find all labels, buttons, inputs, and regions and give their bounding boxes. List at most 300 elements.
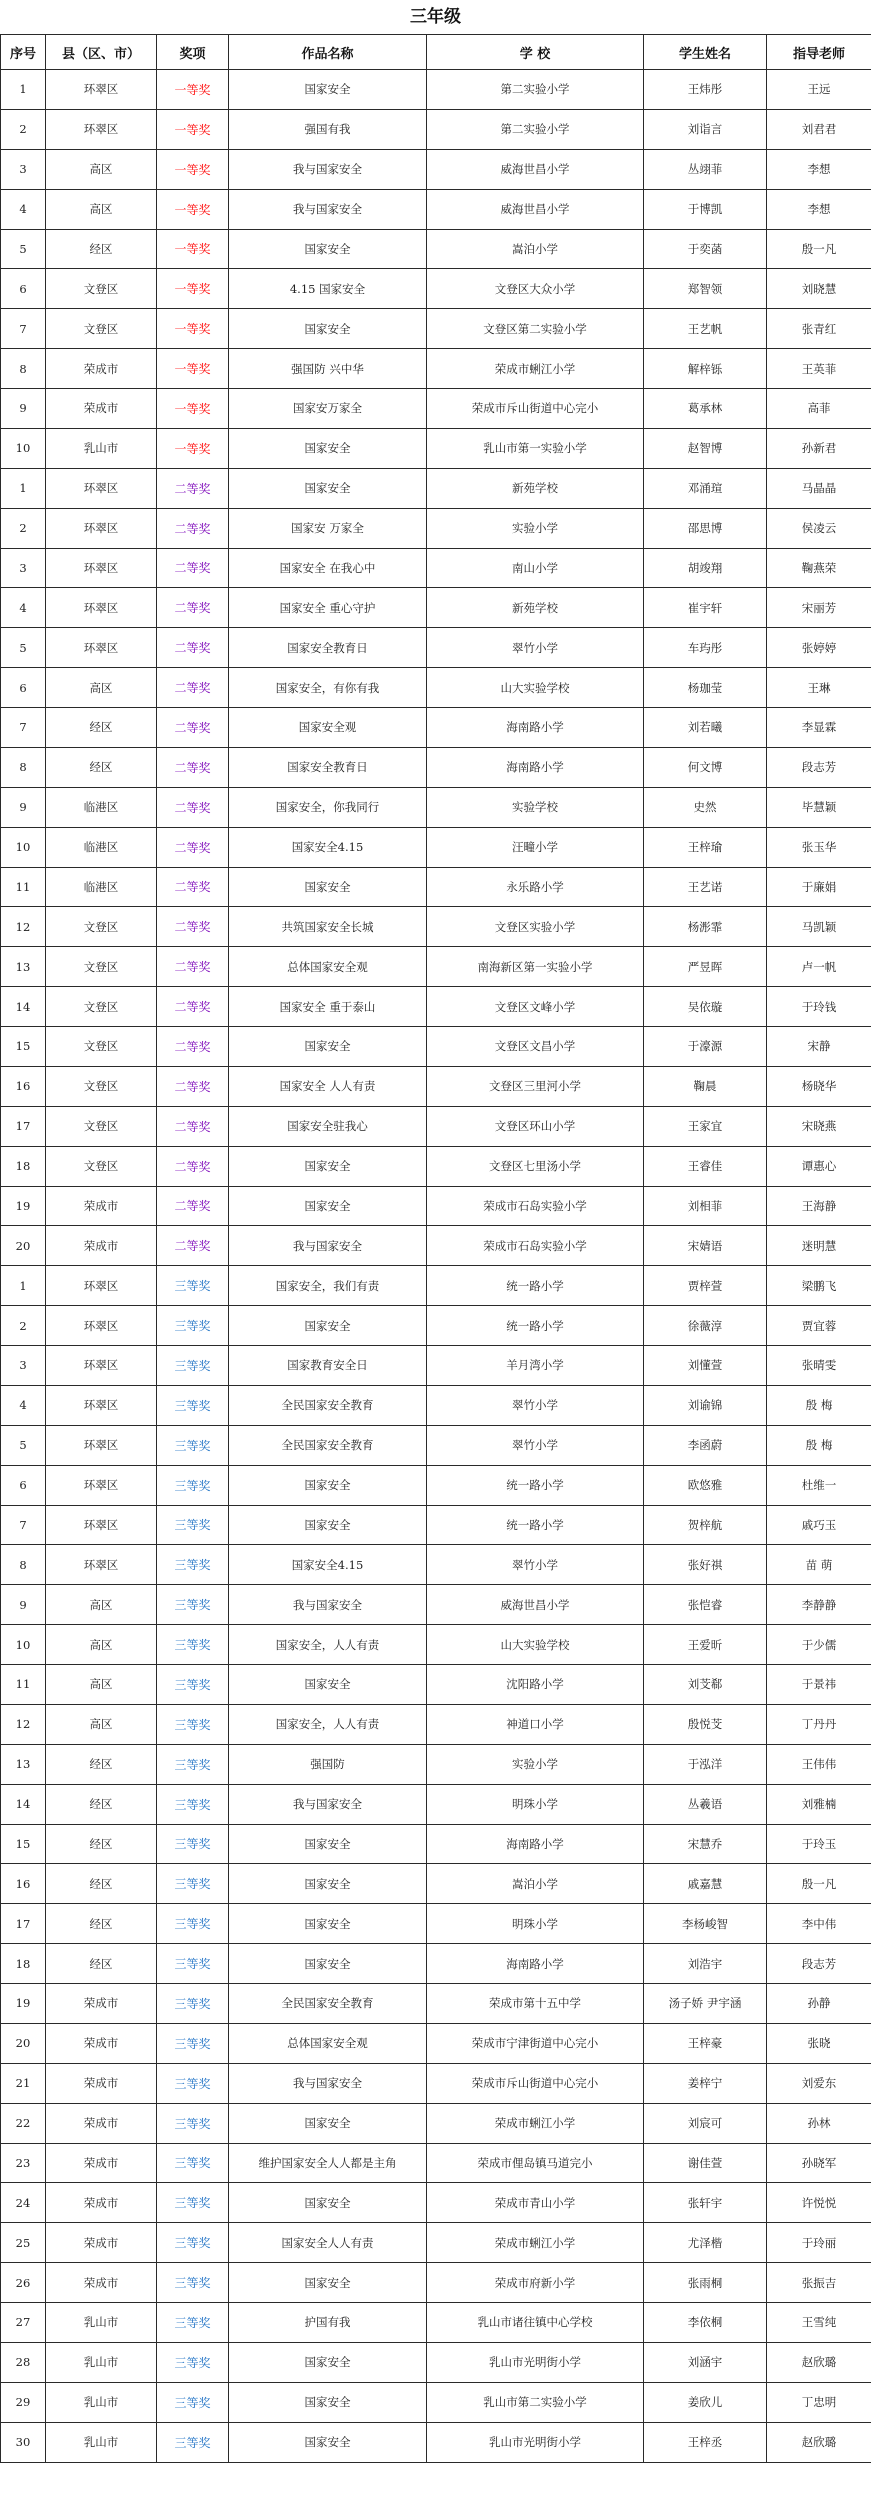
work-title: 国家安全	[229, 2103, 427, 2143]
work-title: 全民国家安全教育	[229, 1385, 427, 1425]
school: 荣成市第十五中学	[427, 1984, 644, 2024]
row-index: 3	[1, 149, 46, 189]
student-name: 王爱昕	[644, 1625, 767, 1665]
student-name: 王艺帆	[644, 309, 767, 349]
row-index: 17	[1, 1904, 46, 1944]
table-row	[1, 907, 871, 947]
work-title: 国家安全 重心守护	[229, 588, 427, 628]
row-index: 19	[1, 1984, 46, 2024]
work-title: 国家安全	[229, 1505, 427, 1545]
district: 荣成市	[46, 389, 157, 429]
student-name: 张恺睿	[644, 1585, 767, 1625]
header-index: 序号	[1, 35, 46, 70]
district: 环翠区	[46, 1545, 157, 1585]
award: 一等奖	[157, 269, 229, 309]
student-name: 谢佳萱	[644, 2143, 767, 2183]
school: 翠竹小学	[427, 1545, 644, 1585]
school: 明珠小学	[427, 1784, 644, 1824]
row-index: 8	[1, 747, 46, 787]
district: 环翠区	[46, 1306, 157, 1346]
district: 荣成市	[46, 2183, 157, 2223]
district: 乳山市	[46, 2303, 157, 2343]
table-row	[1, 1465, 871, 1505]
school: 统一路小学	[427, 1505, 644, 1545]
student-name: 邓涌瑄	[644, 468, 767, 508]
award: 三等奖	[157, 2223, 229, 2263]
table-row	[1, 109, 871, 149]
teacher-name: 于玲钱	[767, 987, 871, 1027]
teacher-name: 张青红	[767, 309, 871, 349]
teacher-name: 王雪纯	[767, 2303, 871, 2343]
district: 经区	[46, 708, 157, 748]
award: 二等奖	[157, 588, 229, 628]
school: 翠竹小学	[427, 628, 644, 668]
district: 荣成市	[46, 2223, 157, 2263]
district: 高区	[46, 1585, 157, 1625]
school: 荣成市宁津街道中心完小	[427, 2023, 644, 2063]
table-row	[1, 1864, 871, 1904]
teacher-name: 刘雅楠	[767, 1784, 871, 1824]
school: 乳山市诸往镇中心学校	[427, 2303, 644, 2343]
work-title: 共筑国家安全长城	[229, 907, 427, 947]
teacher-name: 刘爱东	[767, 2063, 871, 2103]
student-name: 刘浩宇	[644, 1944, 767, 1984]
school: 文登区文昌小学	[427, 1027, 644, 1067]
district: 乳山市	[46, 2382, 157, 2422]
school: 荣成市俚岛镇马道完小	[427, 2143, 644, 2183]
row-index: 2	[1, 109, 46, 149]
district: 环翠区	[46, 1385, 157, 1425]
teacher-name: 殷一凡	[767, 1864, 871, 1904]
row-index: 5	[1, 229, 46, 269]
district: 文登区	[46, 1106, 157, 1146]
student-name: 刘谕锦	[644, 1385, 767, 1425]
work-title: 国家安全	[229, 1186, 427, 1226]
row-index: 15	[1, 1824, 46, 1864]
table-row	[1, 2422, 871, 2462]
teacher-name: 梁鹏飞	[767, 1266, 871, 1306]
table-row	[1, 987, 871, 1027]
work-title: 国家安全	[229, 1944, 427, 1984]
student-name: 张雨桐	[644, 2263, 767, 2303]
teacher-name: 宋静	[767, 1027, 871, 1067]
row-index: 10	[1, 1625, 46, 1665]
work-title: 我与国家安全	[229, 2063, 427, 2103]
school: 海南路小学	[427, 747, 644, 787]
district: 高区	[46, 189, 157, 229]
teacher-name: 于玲玉	[767, 1824, 871, 1864]
row-index: 18	[1, 1944, 46, 1984]
district: 临港区	[46, 867, 157, 907]
work-title: 国家安全	[229, 468, 427, 508]
work-title: 国家安全 重于泰山	[229, 987, 427, 1027]
student-name: 徐薇淳	[644, 1306, 767, 1346]
student-name: 邵思博	[644, 508, 767, 548]
teacher-name: 高菲	[767, 389, 871, 429]
award: 二等奖	[157, 628, 229, 668]
row-index: 5	[1, 1425, 46, 1465]
table-row	[1, 2303, 871, 2343]
student-name: 王梓瑜	[644, 827, 767, 867]
row-index: 15	[1, 1027, 46, 1067]
row-index: 10	[1, 428, 46, 468]
teacher-name: 张晴雯	[767, 1346, 871, 1386]
work-title: 全民国家安全教育	[229, 1425, 427, 1465]
award: 二等奖	[157, 747, 229, 787]
row-index: 1	[1, 468, 46, 508]
award: 三等奖	[157, 1346, 229, 1386]
student-name: 戚嘉慧	[644, 1864, 767, 1904]
row-index: 1	[1, 70, 46, 110]
work-title: 国家安全	[229, 1904, 427, 1944]
student-name: 车玙彤	[644, 628, 767, 668]
student-name: 胡竣翔	[644, 548, 767, 588]
award: 三等奖	[157, 1864, 229, 1904]
district: 荣成市	[46, 349, 157, 389]
student-name: 丛翊菲	[644, 149, 767, 189]
award-table	[0, 34, 871, 2463]
student-name: 于泓洋	[644, 1744, 767, 1784]
school: 文登区七里汤小学	[427, 1146, 644, 1186]
school: 山大实验学校	[427, 1625, 644, 1665]
student-name: 汤子娇 尹宇涵	[644, 1984, 767, 2024]
award: 二等奖	[157, 548, 229, 588]
teacher-name: 杜维一	[767, 1465, 871, 1505]
student-name: 赵智博	[644, 428, 767, 468]
sheet-title: 三年级	[410, 7, 461, 27]
table-row	[1, 2183, 871, 2223]
table-row	[1, 2342, 871, 2382]
district: 高区	[46, 149, 157, 189]
district: 文登区	[46, 987, 157, 1027]
student-name: 葛承林	[644, 389, 767, 429]
teacher-name: 段志芳	[767, 747, 871, 787]
student-name: 张轩宇	[644, 2183, 767, 2223]
teacher-name: 李显霖	[767, 708, 871, 748]
work-title: 强国防	[229, 1744, 427, 1784]
award: 三等奖	[157, 1665, 229, 1705]
district: 文登区	[46, 1146, 157, 1186]
award: 三等奖	[157, 1585, 229, 1625]
district: 环翠区	[46, 1346, 157, 1386]
district: 环翠区	[46, 468, 157, 508]
award: 二等奖	[157, 1106, 229, 1146]
table-row	[1, 548, 871, 588]
table-row	[1, 1146, 871, 1186]
row-index: 10	[1, 827, 46, 867]
table-row	[1, 1306, 871, 1346]
table-row	[1, 1346, 871, 1386]
row-index: 4	[1, 1385, 46, 1425]
award: 三等奖	[157, 1784, 229, 1824]
teacher-name: 于景祎	[767, 1665, 871, 1705]
row-index: 1	[1, 1266, 46, 1306]
school: 第二实验小学	[427, 70, 644, 110]
award: 三等奖	[157, 2342, 229, 2382]
school: 文登区实验小学	[427, 907, 644, 947]
district: 高区	[46, 1625, 157, 1665]
student-name: 刘涵宇	[644, 2342, 767, 2382]
school: 荣成市斥山街道中心完小	[427, 389, 644, 429]
school: 荣成市蜊江小学	[427, 2103, 644, 2143]
work-title: 我与国家安全	[229, 1585, 427, 1625]
award: 三等奖	[157, 1425, 229, 1465]
row-index: 18	[1, 1146, 46, 1186]
district: 荣成市	[46, 2023, 157, 2063]
work-title: 国家安全教育日	[229, 628, 427, 668]
award: 三等奖	[157, 1944, 229, 1984]
work-title: 国家安全 在我心中	[229, 548, 427, 588]
award: 三等奖	[157, 1744, 229, 1784]
student-name: 崔宇轩	[644, 588, 767, 628]
row-index: 4	[1, 588, 46, 628]
header-district: 县（区、市）	[46, 35, 157, 70]
table-row	[1, 1425, 871, 1465]
work-title: 我与国家安全	[229, 189, 427, 229]
teacher-name: 李静静	[767, 1585, 871, 1625]
teacher-name: 张婷婷	[767, 628, 871, 668]
teacher-name: 孙晓军	[767, 2143, 871, 2183]
teacher-name: 侯凌云	[767, 508, 871, 548]
school: 荣成市蜊江小学	[427, 2223, 644, 2263]
teacher-name: 许悦悦	[767, 2183, 871, 2223]
table-row	[1, 149, 871, 189]
teacher-name: 刘晓慧	[767, 269, 871, 309]
district: 文登区	[46, 1066, 157, 1106]
teacher-name: 戚巧玉	[767, 1505, 871, 1545]
table-row	[1, 2063, 871, 2103]
teacher-name: 于少儒	[767, 1625, 871, 1665]
work-title: 国家安全	[229, 1306, 427, 1346]
district: 荣成市	[46, 1226, 157, 1266]
student-name: 刘若曦	[644, 708, 767, 748]
district: 经区	[46, 1784, 157, 1824]
student-name: 王梓豪	[644, 2023, 767, 2063]
work-title: 国家安全，人人有责	[229, 1704, 427, 1744]
work-title: 国家安全	[229, 70, 427, 110]
teacher-name: 段志芳	[767, 1944, 871, 1984]
district: 经区	[46, 1824, 157, 1864]
student-name: 丛羲语	[644, 1784, 767, 1824]
row-index: 12	[1, 907, 46, 947]
work-title: 维护国家安全人人都是主角	[229, 2143, 427, 2183]
row-index: 24	[1, 2183, 46, 2223]
work-title: 国家安全	[229, 2422, 427, 2462]
award: 一等奖	[157, 189, 229, 229]
student-name: 刘诣言	[644, 109, 767, 149]
school: 第二实验小学	[427, 109, 644, 149]
award: 三等奖	[157, 1984, 229, 2024]
award: 三等奖	[157, 1465, 229, 1505]
student-name: 王炜彤	[644, 70, 767, 110]
table-row	[1, 1027, 871, 1067]
school: 明珠小学	[427, 1904, 644, 1944]
student-name: 宋婧语	[644, 1226, 767, 1266]
school: 荣成市石岛实验小学	[427, 1226, 644, 1266]
table-row	[1, 747, 871, 787]
school: 嵩泊小学	[427, 1864, 644, 1904]
award: 一等奖	[157, 229, 229, 269]
work-title: 国家安全	[229, 2342, 427, 2382]
teacher-name: 谭惠心	[767, 1146, 871, 1186]
student-name: 姜梓宁	[644, 2063, 767, 2103]
district: 临港区	[46, 787, 157, 827]
row-index: 29	[1, 2382, 46, 2422]
teacher-name: 赵欣璐	[767, 2342, 871, 2382]
school: 威海世昌小学	[427, 189, 644, 229]
row-index: 14	[1, 1784, 46, 1824]
award: 一等奖	[157, 428, 229, 468]
award: 二等奖	[157, 867, 229, 907]
student-name: 刘芠郗	[644, 1665, 767, 1705]
header-student: 学生姓名	[644, 35, 767, 70]
teacher-name: 马晶晶	[767, 468, 871, 508]
row-index: 8	[1, 1545, 46, 1585]
teacher-name: 宋丽芳	[767, 588, 871, 628]
work-title: 国家安全	[229, 867, 427, 907]
school: 翠竹小学	[427, 1425, 644, 1465]
school: 荣成市府新小学	[427, 2263, 644, 2303]
work-title: 国家安全	[229, 1146, 427, 1186]
award: 三等奖	[157, 2063, 229, 2103]
teacher-name: 王海静	[767, 1186, 871, 1226]
row-index: 7	[1, 1505, 46, 1545]
work-title: 国家安全，你我同行	[229, 787, 427, 827]
header-work-title: 作品名称	[229, 35, 427, 70]
district: 荣成市	[46, 2103, 157, 2143]
table-row	[1, 229, 871, 269]
row-index: 2	[1, 1306, 46, 1346]
work-title: 我与国家安全	[229, 1226, 427, 1266]
row-index: 2	[1, 508, 46, 548]
teacher-name: 王伟伟	[767, 1744, 871, 1784]
award: 三等奖	[157, 1385, 229, 1425]
district: 环翠区	[46, 1425, 157, 1465]
teacher-name: 鞠燕荣	[767, 548, 871, 588]
student-name: 严昱晖	[644, 947, 767, 987]
student-name: 于奕菡	[644, 229, 767, 269]
student-name: 吴依璇	[644, 987, 767, 1027]
school: 实验学校	[427, 787, 644, 827]
work-title: 国家安全 人人有责	[229, 1066, 427, 1106]
award: 二等奖	[157, 827, 229, 867]
header-school: 学 校	[427, 35, 644, 70]
teacher-name: 张玉华	[767, 827, 871, 867]
table-row	[1, 2023, 871, 2063]
row-index: 23	[1, 2143, 46, 2183]
row-index: 27	[1, 2303, 46, 2343]
district: 环翠区	[46, 1505, 157, 1545]
award: 一等奖	[157, 70, 229, 110]
teacher-name: 于玲丽	[767, 2223, 871, 2263]
table-row	[1, 2143, 871, 2183]
award: 一等奖	[157, 149, 229, 189]
district: 环翠区	[46, 70, 157, 110]
row-index: 20	[1, 2023, 46, 2063]
work-title: 国家教育安全日	[229, 1346, 427, 1386]
table-row	[1, 1266, 871, 1306]
award: 三等奖	[157, 1625, 229, 1665]
row-index: 17	[1, 1106, 46, 1146]
table-row	[1, 787, 871, 827]
row-index: 16	[1, 1864, 46, 1904]
work-title: 国家安全驻我心	[229, 1106, 427, 1146]
work-title: 国家安全	[229, 229, 427, 269]
district: 荣成市	[46, 2063, 157, 2103]
header-award: 奖项	[157, 35, 229, 70]
district: 荣成市	[46, 1984, 157, 2024]
row-index: 19	[1, 1186, 46, 1226]
award: 二等奖	[157, 508, 229, 548]
row-index: 3	[1, 1346, 46, 1386]
teacher-name: 李想	[767, 149, 871, 189]
table-row	[1, 189, 871, 229]
student-name: 鞠晨	[644, 1066, 767, 1106]
student-name: 贾梓萱	[644, 1266, 767, 1306]
award: 三等奖	[157, 2382, 229, 2422]
table-row	[1, 269, 871, 309]
row-index: 28	[1, 2342, 46, 2382]
teacher-name: 刘君君	[767, 109, 871, 149]
district: 文登区	[46, 947, 157, 987]
work-title: 国家安全，我们有责	[229, 1266, 427, 1306]
teacher-name: 杨晓华	[767, 1066, 871, 1106]
student-name: 姜欣儿	[644, 2382, 767, 2422]
student-name: 何文博	[644, 747, 767, 787]
school: 荣成市蜊江小学	[427, 349, 644, 389]
district: 经区	[46, 1744, 157, 1784]
teacher-name: 李中伟	[767, 1904, 871, 1944]
award: 二等奖	[157, 1146, 229, 1186]
school: 海南路小学	[427, 1944, 644, 1984]
school: 统一路小学	[427, 1266, 644, 1306]
table-row	[1, 389, 871, 429]
teacher-name: 孙新君	[767, 428, 871, 468]
table-row	[1, 309, 871, 349]
teacher-name: 贾宜蓉	[767, 1306, 871, 1346]
row-index: 5	[1, 628, 46, 668]
student-name: 解梓铄	[644, 349, 767, 389]
district: 经区	[46, 229, 157, 269]
teacher-name: 赵欣璐	[767, 2422, 871, 2462]
row-index: 4	[1, 189, 46, 229]
district: 高区	[46, 1704, 157, 1744]
school: 永乐路小学	[427, 867, 644, 907]
award: 二等奖	[157, 947, 229, 987]
table-body	[1, 70, 871, 2463]
award: 三等奖	[157, 1824, 229, 1864]
table-row	[1, 1944, 871, 1984]
row-index: 25	[1, 2223, 46, 2263]
table-row	[1, 2223, 871, 2263]
student-name: 李依桐	[644, 2303, 767, 2343]
row-index: 9	[1, 787, 46, 827]
district: 荣成市	[46, 2263, 157, 2303]
work-title: 国家安全	[229, 2263, 427, 2303]
row-index: 6	[1, 668, 46, 708]
district: 文登区	[46, 269, 157, 309]
work-title: 国家安全人人有责	[229, 2223, 427, 2263]
table-row	[1, 1226, 871, 1266]
teacher-name: 殷一凡	[767, 229, 871, 269]
award: 三等奖	[157, 2023, 229, 2063]
row-index: 9	[1, 1585, 46, 1625]
district: 环翠区	[46, 588, 157, 628]
district: 高区	[46, 668, 157, 708]
teacher-name: 丁丹丹	[767, 1704, 871, 1744]
work-title: 国家安全4.15	[229, 827, 427, 867]
table-row	[1, 1545, 871, 1585]
